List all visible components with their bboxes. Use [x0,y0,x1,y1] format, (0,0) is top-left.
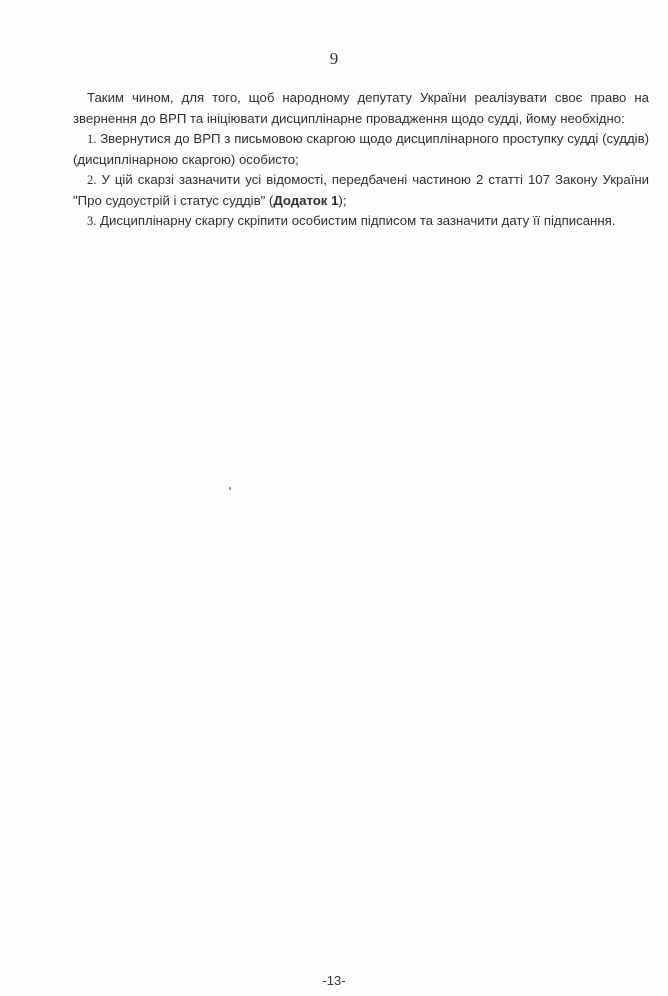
list-item-text: У цій скарзі зазначити усі відомості, передбачені частиною 2 статті 107 Закону України "Про судоустрій і статус суддів" ( [73,172,650,208]
page-number: 9 [329,49,339,68]
intro-text-line-3: необхідно: [560,110,625,126]
intro-paragraph [73,88,649,129]
list-item-3 [73,211,649,232]
list-item-text: Дисциплінарну скаргу скріпити особистим підписом та зазначити дату її підписання. [100,213,616,228]
list-item-text-end: ); [338,192,347,208]
scan-speck [229,487,231,490]
requirements-list [73,129,649,232]
list-item-number: 2. [87,173,97,187]
intro-text-line-1: Таким чином, для того, щоб народному депутату України реалізувати своє право на [87,90,649,105]
list-item-1 [73,129,649,170]
list-item-number: 1. [87,132,97,146]
annex-reference: Додаток 1 [273,192,339,208]
document-body [73,88,649,232]
list-item-2 [73,170,649,211]
footer-page-number: -13- [322,973,346,988]
intro-text-line-2: звернення до ВРП та ініціювати дисциплінарне провадження щодо судді, йому [73,110,557,126]
list-item-number: 3. [87,214,97,228]
list-item-text: Звернутися до ВРП з письмовою скаргою щодо дисциплінарного проступку судді (суддів) (дисциплінарною скаргою) особисто; [73,131,649,167]
